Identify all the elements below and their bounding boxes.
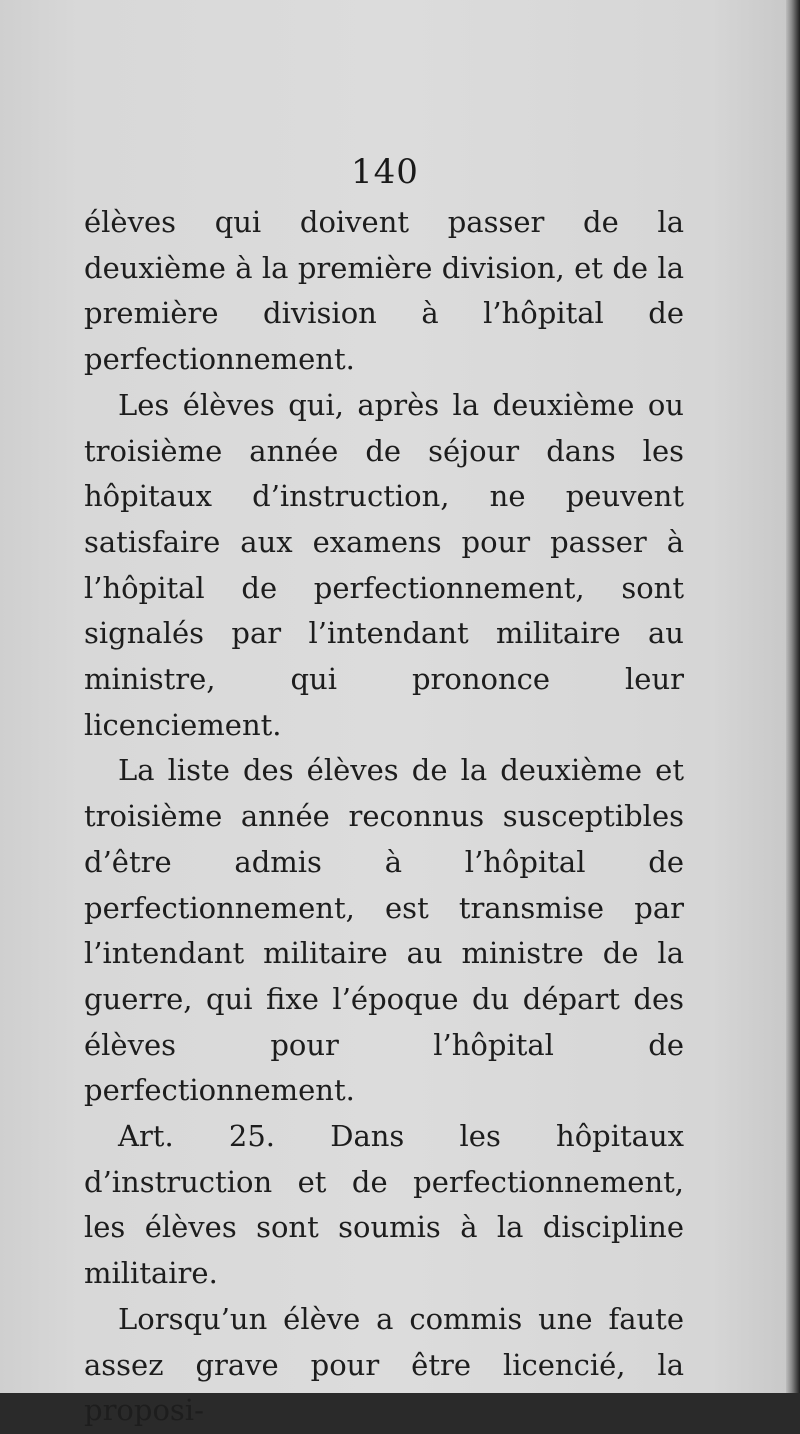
body-text <box>84 200 684 1434</box>
paragraph-licenciement: Les élèves qui, après la deuxième ou troisième année de séjour dans les hôpitaux d’instruction, ne peuvent satisfaire aux examens pour passer à l’hôpital de perfectionnement, sont signalés par l’intendant militaire au ministre, qui prononce leur licenciement. <box>84 387 684 742</box>
paragraph-article-25: Art. 25. Dans les hôpitaux d’instruction et de perfectionnement, les élèves sont soumis à la discipline militaire. <box>84 1119 684 1291</box>
paragraph-faute: Lorsqu’un élève a commis une faute assez grave pour être licencié, la proposi- <box>84 1301 684 1428</box>
page-edge-shadow <box>786 0 800 1393</box>
paragraph-continuation: élèves qui doivent passer de la deuxième à la première division, et de la première division à l’hôpital de perfectionnement. <box>84 205 684 377</box>
paragraph-liste-eleves: La liste des élèves de la deuxième et troisième année reconnus susceptibles d’être admis à l’hôpital de perfectionnement, est transmise par l’intendant militaire au ministre de la guerre, qui fixe l’époque du départ des élèves pour l’hôpital de perfectionnement. <box>84 753 684 1108</box>
page-number: 140 <box>351 152 419 192</box>
